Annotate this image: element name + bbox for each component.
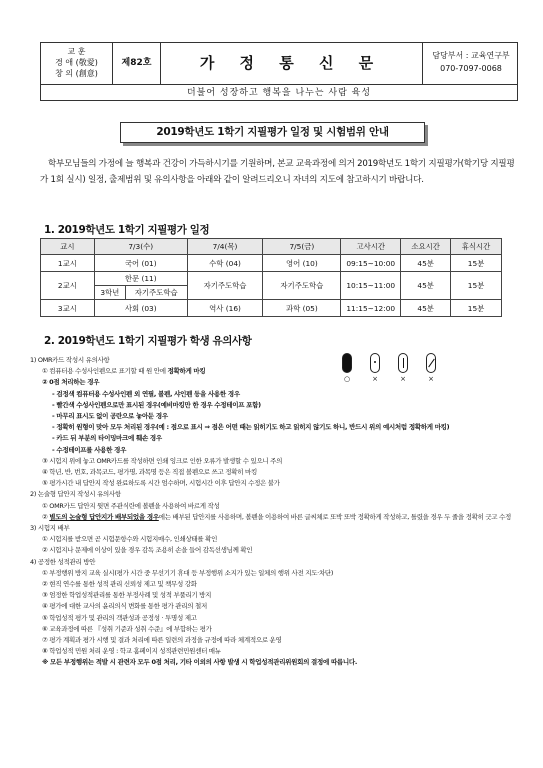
department-info	[423, 43, 519, 84]
header-day-2: 7/4(목)	[187, 239, 263, 255]
notes-heading-essay: 2) 논술형 답안지 작성시 유의사항	[30, 490, 121, 499]
notes-heading-fairness: 4) 공정한 성적관리 방안	[30, 557, 96, 566]
notes-heading-distribution: 3) 시험지 배부	[30, 524, 70, 533]
cell-duration: 45분	[401, 255, 451, 272]
cell-subject: 한문 (11)	[94, 272, 187, 286]
note-item: ① 부정행위 방지 교육 실시(평가 시간 중 무선기기 휴대 등 부정행위 소지가 있는 일체의 행위 사전 지도·차단)	[42, 568, 334, 577]
table-row	[41, 272, 502, 286]
note-text: ① 컴퓨터용 수성사인펜으로 표기할 때 원 안에	[42, 367, 168, 376]
cell-subject: 영어 (10)	[263, 255, 341, 272]
note-subitem: - 검정색 컴퓨터용 수성사인펜 외 연필, 볼펜, 샤인펜 등을 사용한 경우	[52, 389, 240, 398]
cell-rest: 15분	[451, 255, 502, 272]
note-emphasis: 정확하게 마킹	[167, 367, 206, 376]
note-item	[30, 512, 525, 523]
note-item: ② 0점 처리하는 경우	[42, 378, 100, 387]
cell-period: 1교시	[41, 255, 95, 272]
cell-rest: 15분	[451, 272, 502, 300]
header-rest: 휴식시간	[451, 239, 502, 255]
cell-subject: 자기주도학습	[263, 272, 341, 300]
note-item: ② 현직 연수를 통한 성적 관리 신뢰성 제고 및 책무성 강화	[42, 580, 197, 589]
note-subitem: - 카드 뒤 부분의 타이밍마크에 훼손 경우	[52, 434, 162, 443]
note-item: ③ 시험지 위에 놓고 OMR카드를 작성하면 인쇄 잉크로 인한 오류가 발생할 수 있으니 주의	[42, 456, 283, 465]
newsletter-header	[40, 42, 518, 101]
motto-line-1: 경 애 (敬愛)	[55, 58, 98, 67]
note-item: ⑧ 학업성적 민원 처리 운영 : 학교 홈페이지 성적관련민원센터 매뉴	[42, 647, 221, 656]
omr-label-wrong: ×	[372, 375, 378, 383]
cell-time: 09:15~10:00	[341, 255, 401, 272]
cell-subject: 자기주도학습	[187, 272, 263, 300]
note-item: ① 시험지를 받으면 곧 시험문항수와 시험지매수, 인쇄상태를 확인	[42, 535, 218, 544]
cell-subject: 수학 (04)	[187, 255, 263, 272]
table-row	[41, 300, 502, 317]
exam-schedule-table	[40, 238, 502, 317]
school-slogan: 더불어 성장하고 행복을 나누는 사람 육성	[41, 84, 517, 101]
notes-heading-omr: 1) OMR카드 작성시 유의사항	[30, 356, 110, 364]
motto-line-2: 창 의 (創意)	[55, 69, 98, 78]
note-text: ②	[42, 512, 50, 521]
header-exam-time: 고사시간	[341, 239, 401, 255]
intro-paragraph: 학부모님들의 가정에 늘 행복과 건강이 가득하시기를 기원하며, 본교 교육과정에 의거 2019학년도 1학기 지필평가(학기당 지필평가 1회 실시) 일정, 출제범위 및 유의사항을 아래와 같이 알려드리오니 자녀의 지도에 참고하시기 바랍니다.	[40, 159, 515, 185]
cell-time: 10:15~11:00	[341, 272, 401, 300]
cell-period: 3교시	[41, 300, 95, 317]
note-item: ⑦ 평가 계획과 평가 시행 및 결과 처리에 따른 일련의 과정을 규정에 따라 체계적으로 운영	[42, 636, 282, 645]
cell-period: 2교시	[41, 272, 95, 300]
note-warning: ※ 모든 부정행위는 적발 시 관련자 모두 0점 처리, 기타 이외의 사항 발생 시 학업성적관리위원회의 결정에 따릅니다.	[42, 658, 358, 667]
table-header-row	[41, 239, 502, 255]
note-item: ② 시험지나 문제에 이상이 있을 경우 감독 조용히 손을 들어 감독선생님께 확인	[42, 546, 253, 555]
note-item: ⑥ 교육과정에 따른 『성취 기준과 성취 수준』에 부합하는 평가	[42, 624, 212, 633]
cell-grade: 3학년	[94, 286, 125, 300]
cell-duration: 45분	[401, 300, 451, 317]
motto-title: 교 훈	[67, 47, 86, 56]
note-subitem: - 마무리 표시도 없이 공란으로 놓아둔 경우	[52, 412, 168, 421]
cell-subject: 국어 (01)	[94, 255, 187, 272]
omr-label-wrong: ×	[428, 375, 434, 383]
newsletter-title: 가 정 통 신 문	[161, 43, 423, 84]
page-title: 2019학년도 1학기 지필평가 일정 및 시험범위 안내	[120, 122, 425, 143]
cell-subject: 사회 (03)	[94, 300, 187, 317]
note-item: ④ 학년, 반, 번호, 과목코드, 평가명, 과목명 등은 직접 볼펜으로 쓰고 정확히 마킹	[42, 468, 257, 477]
cell-rest: 15분	[451, 300, 502, 317]
header-day-1: 7/3(수)	[94, 239, 187, 255]
header-period: 교시	[41, 239, 95, 255]
note-subitem: - 정확히 원형이 맞아 모두 처리된 경우(예 : 점으로 표시 ⇒ 점은 어떤 때는 읽히기도 하고 읽히지 않기도 하니, 반드시 위의 예시처럼 정확하게 마킹)	[52, 423, 450, 432]
note-item	[30, 366, 525, 377]
cell-duration: 45분	[401, 272, 451, 300]
note-item: ④ 평가에 대한 교사의 윤리의식 변화를 통한 평가 관리의 철저	[42, 602, 207, 611]
note-emphasis: 별도의 논술형 답안지가 배부되었을 경우	[49, 512, 159, 521]
note-item: ⑤ 평가시간 내 답안지 작성 완료하도록 시간 엄수하며, 시험시간 이후 답안지 수정은 불가	[42, 479, 280, 488]
section-heading-notes: 2. 2019학년도 1학기 지필평가 학생 유의사항	[44, 335, 252, 347]
section-heading-schedule: 1. 2019학년도 1학기 지필평가 일정	[44, 224, 210, 236]
note-subitem: - 빨간색 수성사인펜으로만 표시된 경우(예비마킹만 한 경우 수정테이프 포함)	[52, 400, 261, 409]
omr-label-correct: ○	[343, 375, 351, 383]
cell-subject: 자기주도학습	[125, 286, 187, 300]
header-duration: 소요시간	[401, 239, 451, 255]
cell-time: 11:15~12:00	[341, 300, 401, 317]
cell-subject: 역사 (16)	[187, 300, 263, 317]
omr-label-wrong: ×	[400, 375, 406, 383]
school-motto	[41, 43, 113, 84]
note-item: ③ 엄정한 학업성적관리를 통한 부정사례 및 성적 부풀리기 방지	[42, 591, 212, 600]
note-text: 에는 배부된 답안지를 사용하며, 볼펜을 이용하여 바른 글씨체로 또박 또박 정확하게 작성하고, 틀렸을 경우 두 줄을 정확히 긋고 수정	[158, 512, 512, 521]
note-item: ① OMR카드 답안지 뒷면 주관식란에 볼펜을 사용하여 바르게 작성	[42, 501, 220, 510]
exam-notes	[30, 355, 525, 669]
note-item: ⑤ 학업성적 평가 및 관리의 객관성과 공정성 · 투명성 제고	[42, 613, 197, 622]
table-row	[41, 255, 502, 272]
note-subitem: - 수정테이프를 사용한 경우	[52, 445, 127, 454]
phone-number: 070-7097-0068	[440, 64, 502, 73]
header-day-3: 7/5(금)	[263, 239, 341, 255]
department: 담당부서 : 교육연구부	[432, 51, 510, 60]
issue-number: 제82호	[113, 43, 161, 84]
cell-subject: 과학 (05)	[263, 300, 341, 317]
